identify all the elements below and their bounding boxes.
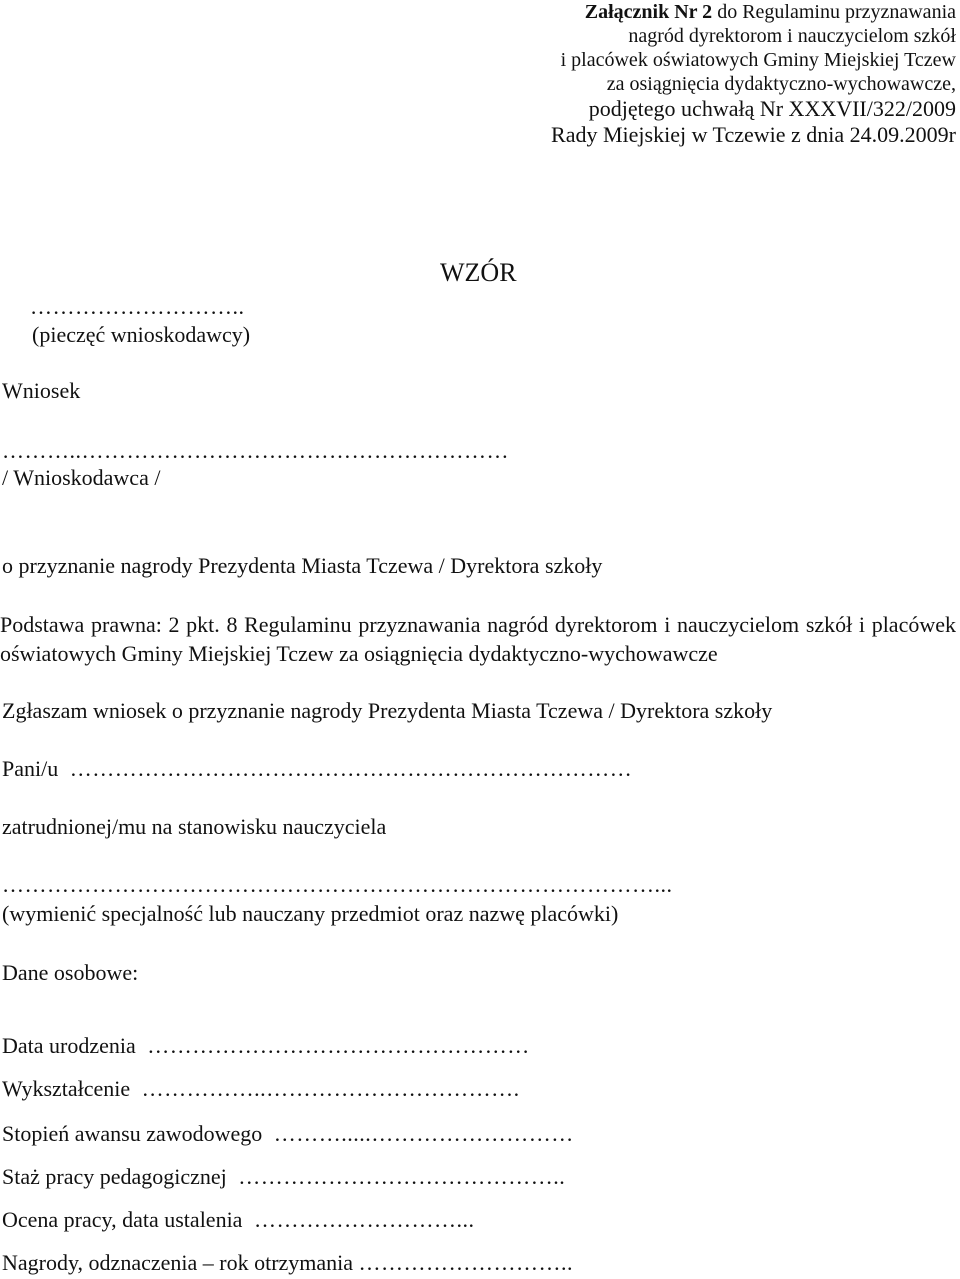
header-line-3: i placówek oświatowych Gminy Miejskiej Tczew [560,49,956,71]
form-title: WZÓR [440,258,517,287]
field-teaching-seniority-dots: …………………………………….. [238,1164,566,1189]
field-promotion-level [2,1121,574,1147]
header-line-5: podjętego uchwałą Nr XXXVII/322/2009 [588,96,956,121]
field-teaching-seniority-label: Staż pracy pedagogicznej [2,1164,227,1189]
field-education [2,1076,520,1102]
field-awards-dots: ……………………….. [358,1250,574,1275]
field-work-evaluation [2,1207,474,1233]
pani-label: Pani/u [2,756,59,781]
stamp-label: (pieczęć wnioskodawcy) [32,322,251,347]
position-hint: (wymienić specjalność lub nauczany przedmiot oraz nazwę placówki) [2,901,619,926]
field-birth-date-label: Data urodzenia [2,1033,136,1058]
header-line-1-text: do Regulaminu przyznawania [712,1,956,23]
applicant-dots: ………..………………………………………………… [2,438,509,463]
field-teaching-seniority [2,1164,565,1190]
declaration: Zgłaszam wniosek o przyznanie nagrody Prezydenta Miasta Tczewa / Dyrektora szkoły [2,698,773,723]
field-birth-date-dots: …………………………………………… [147,1033,530,1058]
field-promotion-level-dots: ……….....……………………… [273,1121,574,1146]
field-awards-label: Nagrody, odznaczenia – rok otrzymania [2,1250,354,1275]
pani-row [2,756,632,782]
field-awards [2,1250,573,1276]
request-subject: o przyznanie nagrody Prezydenta Miasta Tczewa / Dyrektora szkoły [2,553,603,578]
legal-basis: Podstawa prawna: 2 pkt. 8 Regulaminu przyznawania nagród dyrektorom i nauczycielom szkół i placówek oświatowych Gminy Miejskiej Tczew za osiągnięcia dydaktyczno-wychowawcze [0,612,956,666]
employed-label: zatrudnionej/mu na stanowisku nauczyciela [2,814,387,839]
header-line-6: Rady Miejskiej w Tczewie z dnia 24.09.2009r [551,122,956,147]
personal-data-label: Dane osobowe: [2,960,139,985]
attachment-header [520,0,956,148]
field-education-dots: ……………..……………………………. [141,1076,520,1101]
stamp-dots: ……………………….. [30,294,245,319]
applicant-label: / Wnioskodawca / [2,465,161,490]
field-work-evaluation-dots: ………………………... [253,1207,475,1232]
header-line-1 [520,0,956,24]
header-line-2: nagród dyrektorom i nauczycielom szkół [628,25,956,47]
request-label: Wniosek [2,378,81,403]
position-dots: ……………………………………………………………………………... [2,872,673,897]
header-line-4: za osiągnięcia dydaktyczno-wychowawcze, [606,73,956,95]
pani-dots: ………………………………………………………………… [69,756,633,781]
field-promotion-level-label: Stopień awansu zawodowego [2,1121,263,1146]
header-attachment-number: Załącznik Nr 2 [584,1,713,23]
field-work-evaluation-label: Ocena pracy, data ustalenia [2,1207,243,1232]
field-birth-date [2,1033,530,1059]
field-education-label: Wykształcenie [2,1076,131,1101]
